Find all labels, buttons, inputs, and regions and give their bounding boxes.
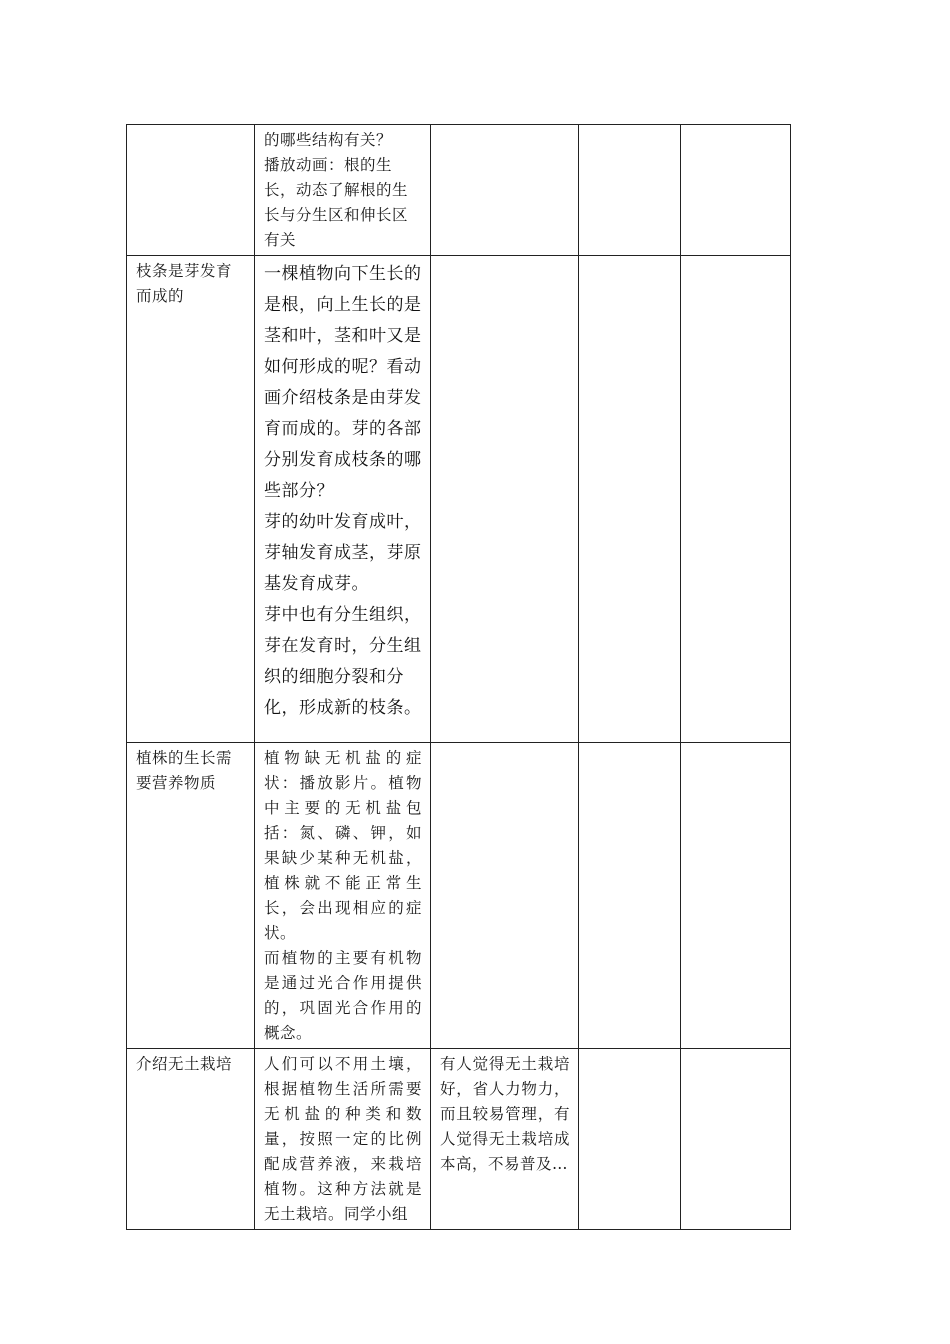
activity-paragraph: 人们可以不用土壤，根据植物生活所需要无机盐的种类和数量，按照一定的比例配成营养液，来栽培植物。这种方法就是无土栽培。同学小组 xyxy=(264,1055,422,1223)
empty-cell xyxy=(681,125,791,256)
activity-cell xyxy=(255,125,431,256)
activity-paragraph: 而植物的主要有机物是通过光合作用提供的，巩固光合作用的概念。 xyxy=(264,949,422,1042)
empty-cell xyxy=(579,256,681,743)
table-row xyxy=(127,1049,791,1230)
empty-cell xyxy=(681,1049,791,1230)
table-row xyxy=(127,256,791,743)
empty-cell xyxy=(681,743,791,1049)
student-cell xyxy=(431,1049,579,1230)
student-cell xyxy=(431,125,579,256)
empty-cell xyxy=(579,1049,681,1230)
topic-cell: 枝条是芽发育而成的 xyxy=(127,256,255,743)
activity-paragraph: 芽的幼叶发育成叶，芽轴发育成茎，芽原基发育成芽。 xyxy=(264,512,422,594)
table-row xyxy=(127,125,791,256)
activity-paragraph: 一棵植物向下生长的是根，向上生长的是茎和叶，茎和叶又是如何形成的呢？看动画介绍枝条是由芽发育而成的。芽的各部分别发育成枝条的哪些部分？ xyxy=(264,264,422,501)
lesson-plan-table xyxy=(126,124,791,1230)
empty-cell xyxy=(579,743,681,1049)
activity-cell xyxy=(255,256,431,743)
topic-cell xyxy=(127,125,255,256)
empty-cell xyxy=(579,125,681,256)
topic-cell: 植株的生长需要营养物质 xyxy=(127,743,255,1049)
table-row xyxy=(127,743,791,1049)
activity-paragraph: 播放动画：根的生长，动态了解根的生长与分生区和伸长区有关 xyxy=(264,156,409,249)
topic-cell: 介绍无土栽培 xyxy=(127,1049,255,1230)
empty-cell xyxy=(681,256,791,743)
activity-paragraph: 植物缺无机盐的症状：播放影片。植物中主要的无机盐包括：氮、磷、钾，如果缺少某种无机盐，植株就不能正常生长，会出现相应的症状。 xyxy=(264,749,422,942)
activity-paragraph: 芽中也有分生组织，芽在发育时，分生组织的细胞分裂和分化，形成新的枝条。 xyxy=(264,605,422,718)
activity-cell xyxy=(255,743,431,1049)
activity-cell xyxy=(255,1049,431,1230)
activity-paragraph: 的哪些结构有关？ xyxy=(264,131,393,149)
student-cell xyxy=(431,743,579,1049)
student-cell xyxy=(431,256,579,743)
student-paragraph: 有人觉得无土栽培好，省人力物力，而且较易管理，有人觉得无土栽培成本高，不易普及… xyxy=(440,1055,570,1173)
